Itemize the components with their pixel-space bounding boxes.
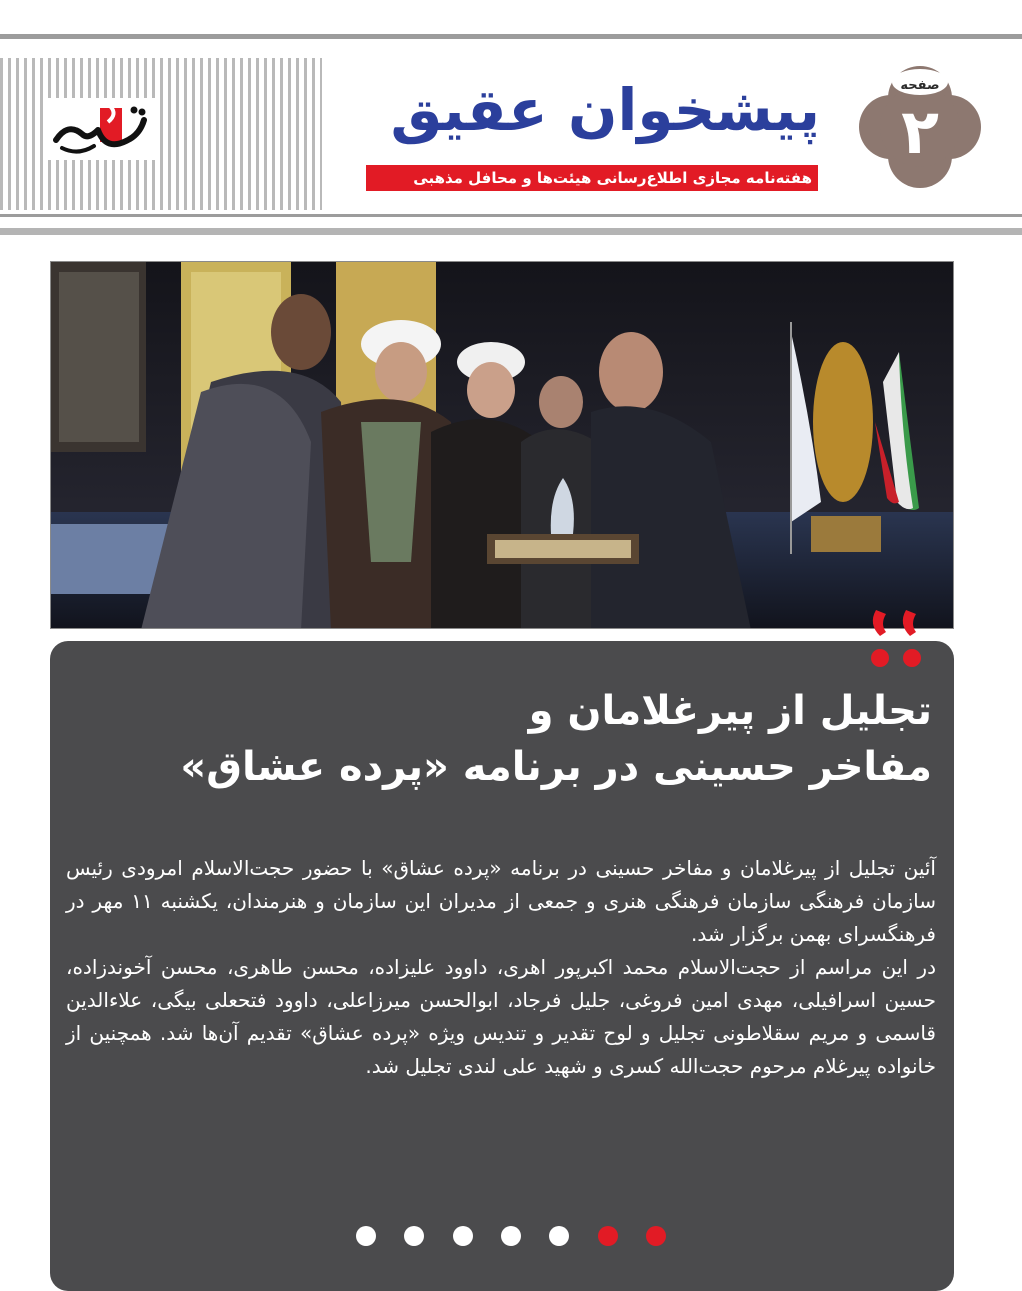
header-bottom-rule — [0, 214, 1022, 217]
carousel-pagination — [356, 1224, 666, 1248]
pagination-dot[interactable] — [453, 1226, 473, 1246]
headline-line-1: تجلیل از پیرغلامان و — [528, 688, 932, 734]
aghigh-logo — [44, 98, 156, 160]
pagination-dot[interactable] — [646, 1226, 666, 1246]
pagination-dot[interactable] — [356, 1226, 376, 1246]
quote-mark-icon — [862, 596, 942, 676]
brand-tagline: هفته‌نامه مجازی اطلاع‌رسانی هیئت‌ها و محافل مذهبی — [366, 165, 818, 191]
pagination-dot[interactable] — [598, 1226, 618, 1246]
page-number: ۲ — [901, 95, 939, 168]
article-paragraph-1: آئین تجلیل از پیرغلامان و مفاخر حسینی در برنامه «پرده عشاق» با حضور حجت‌الاسلام امرودی رئیس سازمان فرهنگی سازمان فرهنگی هنری و جمعی از مدیران این سازمان و هنرمندان، یکشنبه ۱۱ مهر در فرهنگسرای بهمن برگزار شد. — [66, 856, 937, 946]
article-body — [66, 852, 936, 1083]
logo-calligraphy-icon — [48, 100, 152, 158]
article-paragraph-2: در این مراسم از حجت‌الاسلام محمد اکبرپور اهری، داوود علیزاده، محسن طاهری، محسن آخوندزاده، حسین اسرافیلی، مهدی امین فروغی، جلیل فرجاد، ابوالحسن میرزاعلی، داوود فتحعلی بیگی، علاءالدین قاسمی و مریم سقلاطونی تجلیل و لوح تقدیر و تندیس ویژه «پرده عشاق» تقدیم آن‌ها شد. همچنین از خانواده پیرغلام مرحوم حجت‌الله کسری و شهید علی لندی تجلیل شد. — [66, 955, 936, 1078]
pagination-dot[interactable] — [501, 1226, 521, 1246]
article-headline — [80, 683, 932, 795]
brand-title: پیشخوان عقیق — [390, 76, 820, 144]
pagination-dot[interactable] — [404, 1226, 424, 1246]
page-label: صفحه — [900, 78, 940, 93]
ceremony-photo-illustration — [51, 262, 954, 629]
pagination-dot[interactable] — [549, 1226, 569, 1246]
headline-line-2: مفاخر حسینی در برنامه «پرده عشاق» — [180, 744, 932, 790]
ceremony-photo — [50, 261, 954, 629]
header-bottom-band — [0, 228, 1022, 235]
top-rule — [0, 34, 1022, 39]
page-badge — [856, 62, 984, 192]
